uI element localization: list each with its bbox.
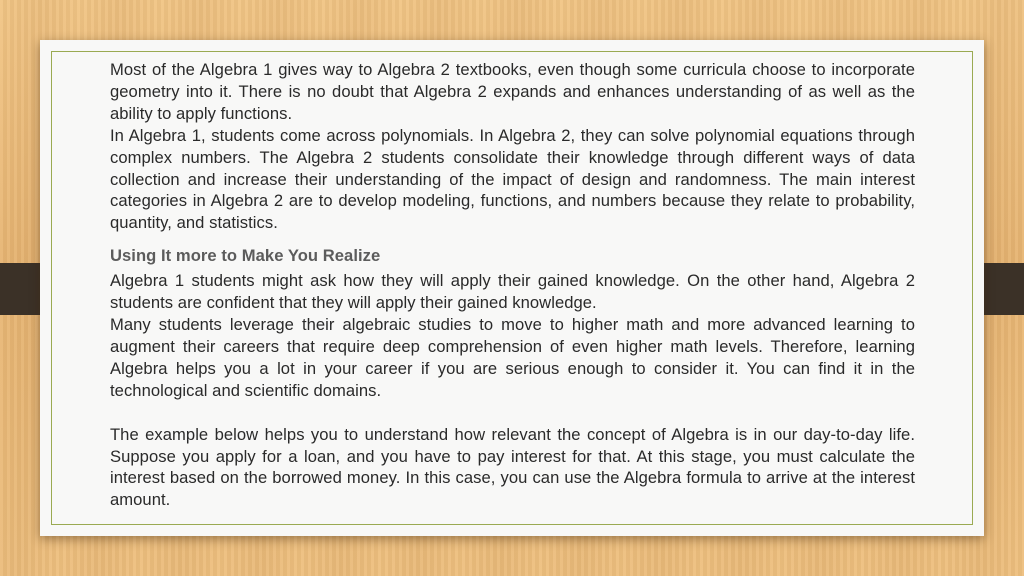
- slide-body-text: [110, 59, 915, 511]
- paragraph-polynomials: In Algebra 1, students come across polynomials. In Algebra 2, they can solve polynomial equations through complex numbers. The Algebra 2 students consolidate their knowledge through different ways of data collection and increase their understanding of the impact of design and randomness. The main interest categories in Algebra 2 are to develop modeling, functions, and numbers because they relate to probability, quantity, and statistics.: [110, 125, 915, 233]
- paragraph-spacer: [110, 402, 915, 424]
- section-heading: Using It more to Make You Realize: [110, 246, 381, 266]
- paragraph-apply-knowledge: Algebra 1 students might ask how they will apply their gained knowledge. On the other hand, Algebra 2 students are confident that they will apply their gained knowledge.: [110, 271, 915, 313]
- paragraph-career: Many students leverage their algebraic studies to move to higher math and more advanced learning to augment their careers that require deep comprehension of even higher math levels. Therefore, learning Algebra helps you a lot in your career if you are serious enough to consider it. You can find it in the technological and scientific domains.: [110, 314, 915, 400]
- paragraph-algebra-intro: Most of the Algebra 1 gives way to Algebra 2 textbooks, even though some curricula choose to incorporate geometry into it. There is no doubt that Algebra 2 expands and enhances understanding of as well as the ability to apply functions.: [110, 60, 915, 123]
- slide-paper: [40, 40, 984, 536]
- paragraph-loan-example: The example below helps you to understand how relevant the concept of Algebra is in our day-to-day life. Suppose you apply for a loan, and you have to pay interest for that. At this stage, you must calculate the interest based on the borrowed money. In this case, you can use the Algebra formula to arrive at the interest amount.: [110, 424, 915, 510]
